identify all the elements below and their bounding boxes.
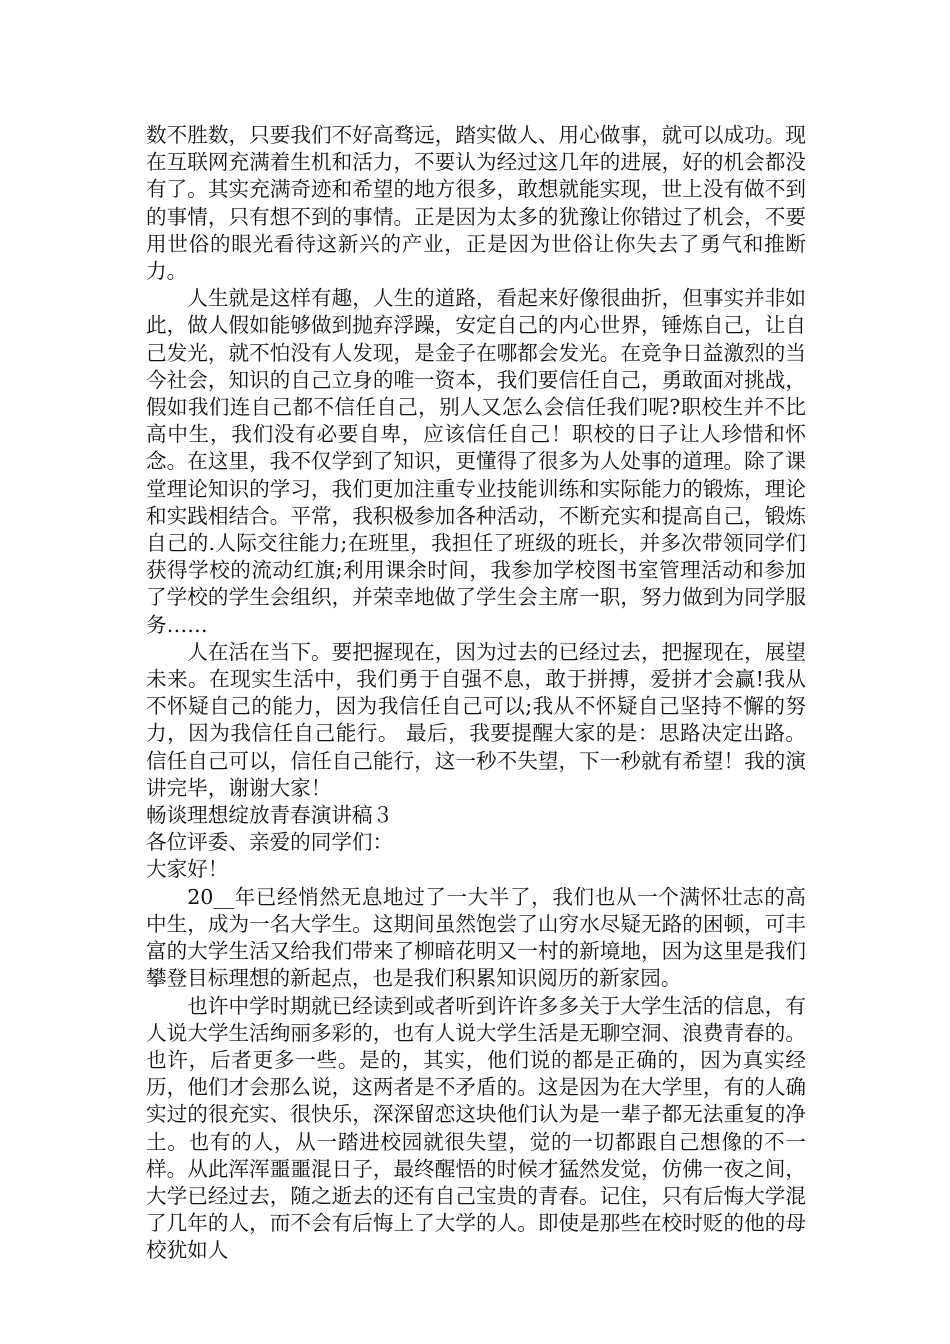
paragraph-life-path: 人生就是这样有趣，人生的道路，看起来好像很曲折，但事实并非如此，做人假如能够做到抛弃浮躁，安定自己的内心世界，锤炼自己，让自己发光，就不怕没有人发现，是金子在哪都会发光。在竞争日益激烈的当今社会，知识的自己立身的唯一资本，我们要信任自己，勇敢面对挑战，假如我们连自己都不信任自己，别人又怎么会信任我们呢?职校生并不比高中生，我们没有必要自卑，应该信任自己！职校的日子让人珍惜和怀念。在这里，我不仅学到了知识，更懂得了很多为人处事的道理。除了课堂理论知识的学习，我们更加注重专业技能训练和实际能力的锻炼，理论和实践相结合。平常，我积极参加各种活动，不断充实和提高自己，锻炼自己的.人际交往能力;在班里，我担任了班级的班长，并多次带领同学们获得学校的流动红旗;利用课余时间，我参加学校图书室管理活动和参加了学校的学生会组织，并荣幸地做了学生会主席一职，努力做到为同学服务……	[146, 286, 806, 637]
paragraph-continuation: 数不胜数，只要我们不好高骛远，踏实做人、用心做事，就可以成功。现在互联网充满着生机和活力，不要认为经过这几年的进展，好的机会都没有了。其实充满奇迹和希望的地方很多，敢想就能实现，世上没有做不到的事情，只有想不到的事情。正是因为太多的犹豫让你错过了机会，不要用世俗的眼光看待这新兴的产业，正是因为世俗让你失去了勇气和推断力。	[146, 123, 806, 284]
greeting: 大家好！	[146, 857, 229, 882]
paragraph-live-now: 人在活在当下。要把握现在，因为过去的已经过去，把握现在，展望未来。在现实生活中，我们勇于自强不息，敢于拼搏，爱拼才会赢!我从不怀疑自己的能力，因为我信任自己可以;我从不怀疑自己坚持不懈的努力，因为我信任自己能行。 最后，我要提醒大家的是：思路决定出路。信任自己可以，信任自己能行，这一秒不失望，下一秒就有希望！我的演讲完毕，谢谢大家！	[146, 639, 806, 800]
section-heading: 畅谈理想绽放青春演讲稿３	[146, 803, 394, 828]
paragraph-university-life: 也许中学时期就已经读到或者听到许许多多关于大学生活的信息，有人说大学生活绚丽多彩的，也有人说大学生活是无聊空洞、浪费青春的。也许，后者更多一些。是的，其实，他们说的都是正确的，因为真实经历，他们才会那么说，这两者是不矛盾的。这是因为在大学里，有的人确实过的很充实、很快乐，深深留恋这块他们认为是一辈子都无法重复的净土。也有的人，从一踏进校园就很失望，觉的一切都跟自己想像的不一样。从此浑浑噩噩混日子，最终醒悟的时候才猛然发觉，仿佛一夜之间，大学已经过去，随之逝去的还有自己宝贵的青春。记住，只有后悔大学混了几年的人，而不会有后悔上了大学的人。即使是那些在校时贬的他的母校犹如人	[146, 993, 806, 1263]
paragraph-university-start: 20__年已经悄然无息地过了一大半了，我们也从一个满怀壮志的高中生，成为一名大学生。这期间虽然饱尝了山穷水尽疑无路的困顿，可丰富的大学生活又给我们带来了柳暗花明又一村的新境地，因为这里是我们攀登目标理想的新起点，也是我们积累知识阅历的新家园。	[146, 884, 806, 991]
document-body	[146, 122, 806, 1265]
salutation: 各位评委、亲爱的同学们：	[146, 830, 394, 855]
